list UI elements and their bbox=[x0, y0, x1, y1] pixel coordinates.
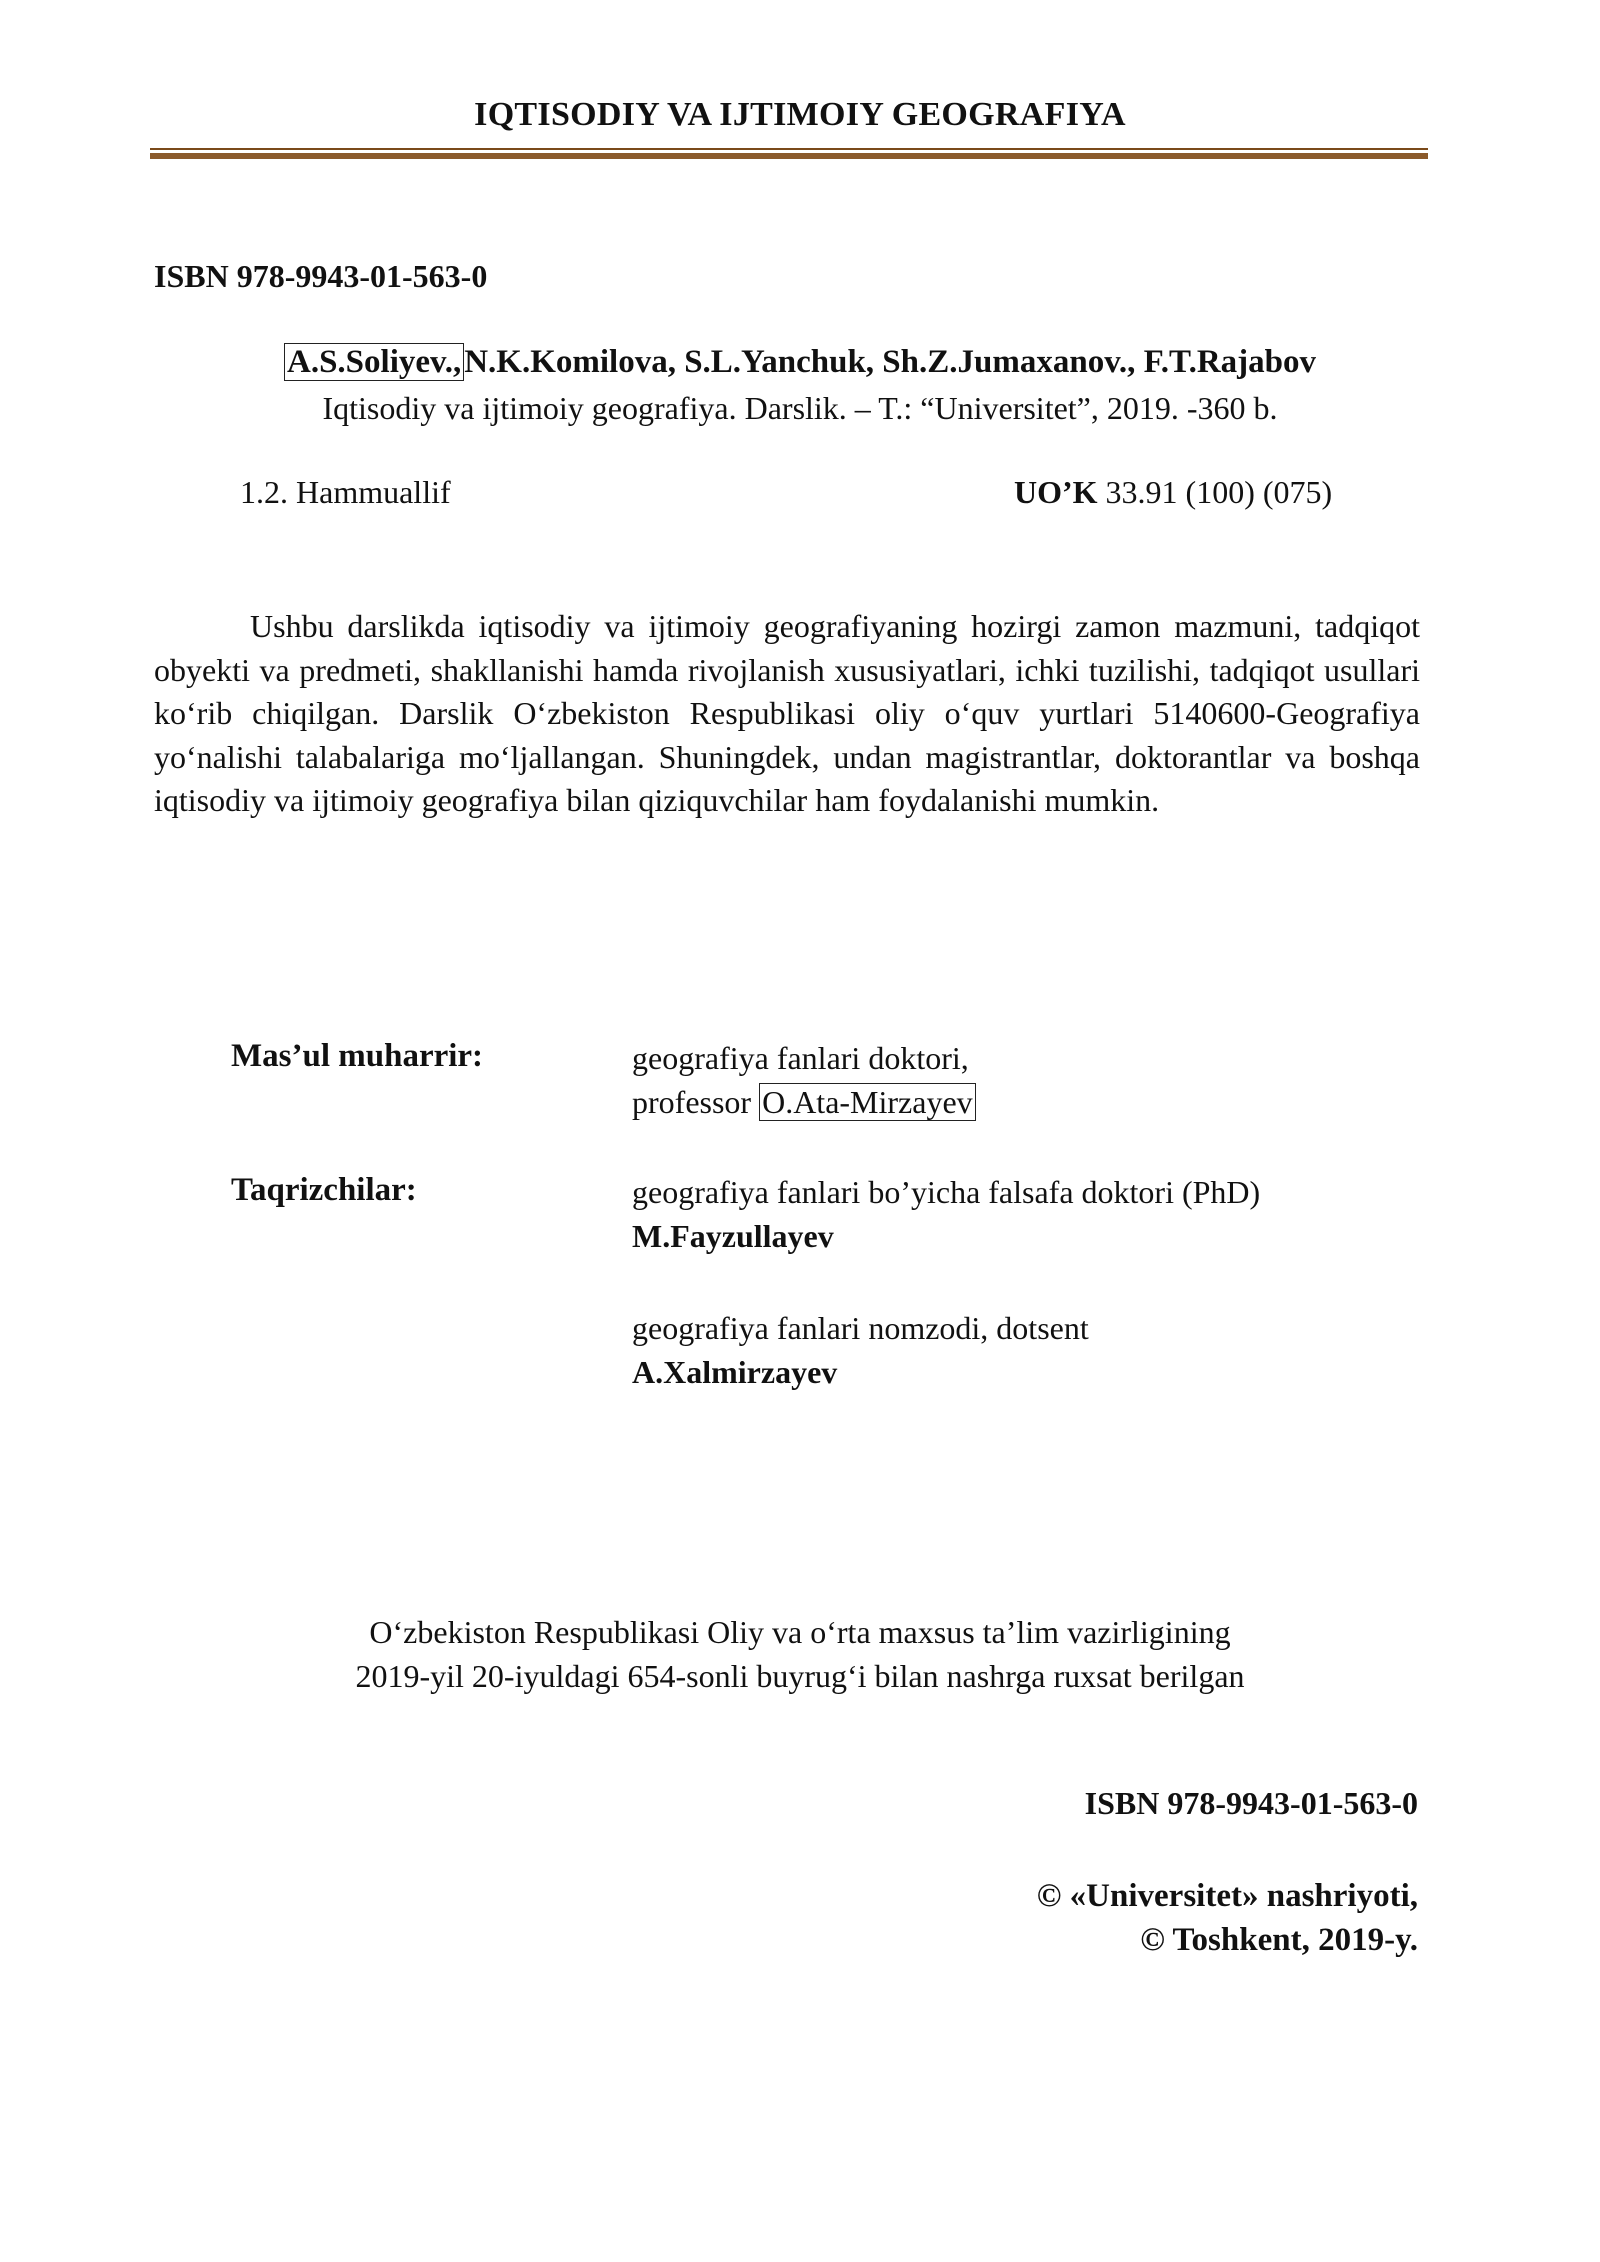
header-divider-thin bbox=[150, 148, 1428, 150]
authors-line bbox=[0, 344, 1600, 381]
approval-line-2: 2019-yil 20-iyuldagi 654-sonli buyrug‘i bilan nashrga ruxsat berilgan bbox=[355, 1658, 1245, 1694]
bibliographic-citation: Iqtisodiy va ijtimoiy geografiya. Darslik. – T.: “Universitet”, 2019. -360 b. bbox=[322, 390, 1278, 426]
reviewer-1 bbox=[632, 1170, 1260, 1258]
editor-name-highlighted: O.Ata-Mirzayev bbox=[759, 1083, 976, 1121]
copyright-publisher: © «Universitet» nashriyoti, bbox=[1036, 1878, 1418, 1914]
reviewer-2-title: geografiya fanlari nomzodi, dotsent bbox=[632, 1310, 1089, 1346]
header-divider-thick bbox=[150, 153, 1428, 159]
author-first-highlighted: A.S.Soliyev., bbox=[284, 343, 464, 381]
approval-line-1: O‘zbekiston Respublikasi Oliy va o‘rta maxsus ta’lim vazirligining bbox=[369, 1614, 1231, 1650]
approval-note bbox=[0, 1610, 1600, 1698]
reviewer-2-name: A.Xalmirzayev bbox=[632, 1354, 838, 1390]
copyright-block bbox=[800, 1874, 1418, 1962]
reviewer-1-name: M.Fayzullayev bbox=[632, 1218, 834, 1254]
annotation-paragraph: Ushbu darslikda iqtisodiy va ijtimoiy geografiyaning hozirgi zamon mazmuni, tadqiqot obyekti va predmeti, shakllanishi hamda rivojlanish xususiyatlari, ichki tuzilishi, tadqiqot usullari ko‘rib chiqilgan. Darslik O‘zbekiston Respublikasi oliy o‘quv yurtlari 5140600-Geografiya yo‘nalishi talabalariga mo‘ljallangan. Shuningdek, undan magistrantlar, doktorantlar va boshqa iqtisodiy va ijtimoiy geografiya bilan qiziquvchilar ham foydalanishi mumkin. bbox=[154, 608, 1420, 819]
isbn-top: ISBN 978-9943-01-563-0 bbox=[154, 258, 488, 294]
editor-label: Mas’ul muharrir: bbox=[231, 1038, 484, 1074]
editor-info bbox=[632, 1036, 976, 1124]
copyright-city-year: © Toshkent, 2019-y. bbox=[1140, 1922, 1418, 1958]
page-header-title: IQTISODIY VA IJTIMOIY GEOGRAFIYA bbox=[474, 96, 1126, 133]
udk-code bbox=[1014, 474, 1332, 511]
editor-degree: geografiya fanlari doktori, bbox=[632, 1040, 969, 1076]
authors-rest: N.K.Komilova, S.L.Yanchuk, Sh.Z.Jumaxanov., F.T.Rajabov bbox=[464, 344, 1316, 380]
coauthor-note: 1.2. Hammuallif bbox=[240, 474, 451, 510]
udk-value: 33.91 (100) (075) bbox=[1105, 474, 1333, 510]
reviewer-2 bbox=[632, 1306, 1089, 1394]
header-divider bbox=[150, 148, 1428, 159]
editor-prefix: professor bbox=[632, 1084, 752, 1120]
reviewer-1-title: geografiya fanlari bo’yicha falsafa doktori (PhD) bbox=[632, 1174, 1261, 1210]
editor-name-line bbox=[632, 1080, 976, 1124]
udk-label: UO’K bbox=[1014, 474, 1098, 510]
reviewers-label: Taqrizchilar: bbox=[231, 1172, 417, 1208]
isbn-bottom: ISBN 978-9943-01-563-0 bbox=[1084, 1785, 1418, 1821]
